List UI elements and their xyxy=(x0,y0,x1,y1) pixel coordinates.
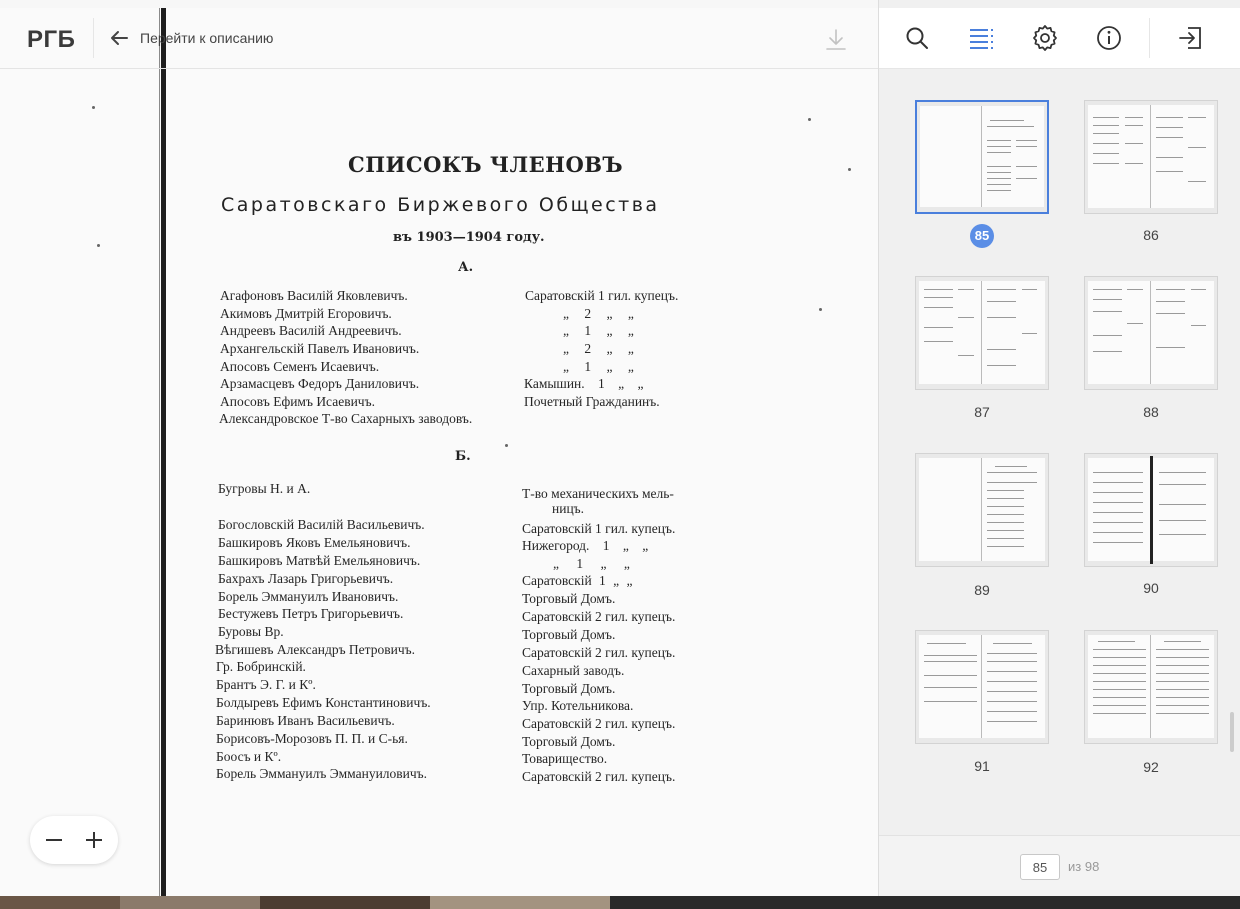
bottom-strip xyxy=(0,896,1240,909)
panel-toolbar xyxy=(879,8,1240,69)
speck xyxy=(848,168,851,171)
back-to-description-label: Перейти к описанию xyxy=(140,30,274,46)
member-name: Архангельскій Павелъ Ивановичъ. xyxy=(220,341,420,356)
member-name: Бугровы Н. и А. xyxy=(218,481,311,496)
member-name: Апосовъ Семенъ Исаевичъ. xyxy=(220,359,380,374)
exit-icon xyxy=(1177,24,1205,52)
document-subtitle: Саратовскаго Биржевого Общества xyxy=(221,194,660,216)
page-total-label: из 98 xyxy=(1068,859,1100,874)
thumbnail-label: 87 xyxy=(974,404,990,420)
member-name: Брантъ Э. Г. и Кº. xyxy=(216,677,316,692)
member-status: „ 1 „ „ xyxy=(553,556,630,571)
page-navigator xyxy=(879,835,1240,896)
member-status: Торговый Домъ. xyxy=(522,734,616,749)
member-status: „ 1 „ „ xyxy=(563,359,634,374)
member-name: Баринювъ Иванъ Васильевичъ. xyxy=(216,713,395,728)
member-name: Александровское Т-во Сахарныхъ заводовъ. xyxy=(219,411,473,426)
member-name: Башкировъ Яковъ Емельяновичъ. xyxy=(218,535,411,550)
top-bar xyxy=(0,8,878,69)
member-name: Борель Эммануилъ Эммануиловичъ. xyxy=(216,766,428,781)
settings-button[interactable] xyxy=(1028,21,1062,55)
member-name: Богословскій Василій Васильевичъ. xyxy=(218,517,425,532)
zoom-in-button[interactable] xyxy=(78,824,110,856)
member-status: „ 2 „ „ xyxy=(563,341,634,356)
member-status: „ 2 „ „ xyxy=(563,306,634,321)
arrow-left-icon xyxy=(108,27,130,49)
member-name: Борель Эммануилъ Ивановичъ. xyxy=(218,589,399,604)
member-name: Бахрахъ Лазарь Григорьевичъ. xyxy=(218,571,394,586)
member-status: Т-во механическихъ мель- xyxy=(522,486,674,501)
speck xyxy=(97,244,100,247)
member-status: Торговый Домъ. xyxy=(522,627,616,642)
speck xyxy=(505,444,508,447)
member-name: Апосовъ Ефимъ Исаевичъ. xyxy=(220,394,375,409)
member-name: Арзамасцевъ Федоръ Даниловичъ. xyxy=(220,376,420,391)
thumbnail-label: 89 xyxy=(974,582,990,598)
download-button[interactable] xyxy=(821,24,851,54)
member-name: Борисовъ-Морозовъ П. П. и С-ья. xyxy=(216,731,408,746)
minus-icon xyxy=(44,830,64,850)
member-name: Агафоновъ Василій Яковлевичъ. xyxy=(220,288,408,303)
thumbnail-page[interactable] xyxy=(915,276,1049,390)
thumbnail-page[interactable] xyxy=(915,630,1049,744)
member-name: Гр. Бобринскій. xyxy=(216,659,306,674)
member-status: Саратовскій 1 гил. купецъ. xyxy=(525,288,679,303)
speck xyxy=(808,118,811,121)
section-a-letter: А. xyxy=(458,260,474,275)
divider xyxy=(1149,18,1150,58)
plus-icon xyxy=(84,830,104,850)
search-icon xyxy=(904,25,930,51)
scanned-page xyxy=(0,8,878,896)
member-status: Саратовскій 2 гил. купецъ. xyxy=(522,769,676,784)
member-status: Саратовскій 1 гил. купецъ. xyxy=(522,521,676,536)
member-name: Буровы Вр. xyxy=(218,624,284,639)
thumbnail-label: 92 xyxy=(1143,759,1159,775)
member-status: Саратовскій 2 гил. купецъ. xyxy=(522,609,676,624)
thumbnail-page[interactable] xyxy=(1084,276,1218,390)
member-status: „ 1 „ „ xyxy=(563,323,634,338)
member-status: Камышин. 1 „ „ xyxy=(524,376,644,391)
rgb-logo[interactable]: РГБ xyxy=(27,26,76,53)
member-status-cont: ницъ. xyxy=(552,501,585,516)
exit-button[interactable] xyxy=(1174,21,1208,55)
member-status: Торговый Домъ. xyxy=(522,681,616,696)
thumbnail-page[interactable] xyxy=(915,100,1049,214)
member-name: Вѣгишевъ Александръ Петровичъ. xyxy=(215,642,415,657)
page-spine-shadow xyxy=(159,8,160,896)
section-b-letter: Б. xyxy=(455,449,471,464)
thumbnail-page[interactable] xyxy=(1084,630,1218,744)
speck xyxy=(92,106,95,109)
download-icon xyxy=(821,24,851,54)
member-status: Саратовскій 2 гил. купецъ. xyxy=(522,716,676,731)
divider xyxy=(93,18,94,58)
member-status: Сахарный заводъ. xyxy=(522,663,625,678)
member-status: Нижегород. 1 „ „ xyxy=(522,538,649,553)
info-button[interactable] xyxy=(1092,21,1126,55)
thumbnail-panel xyxy=(878,0,1240,896)
thumbnail-label: 88 xyxy=(1143,404,1159,420)
thumbnail-label: 91 xyxy=(974,758,990,774)
page-number-input[interactable] xyxy=(1020,854,1060,880)
back-to-description-button[interactable] xyxy=(108,24,273,52)
member-name: Андреевъ Василій Андреевичъ. xyxy=(220,323,402,338)
thumbnail-scrollbar[interactable] xyxy=(1230,712,1234,752)
document-year: въ 1903—1904 году. xyxy=(393,230,545,245)
page-spine xyxy=(161,8,166,896)
gear-icon xyxy=(1031,24,1059,52)
thumbnail-page[interactable] xyxy=(1084,100,1218,214)
member-status: Торговый Домъ. xyxy=(522,591,616,606)
info-icon xyxy=(1095,24,1123,52)
member-status: Почетный Гражданинъ. xyxy=(524,394,660,409)
thumbnail-label: 85 xyxy=(915,224,1049,248)
thumbnail-label: 86 xyxy=(1143,227,1159,243)
member-status: Товарищество. xyxy=(522,751,608,766)
member-name: Бестужевъ Петръ Григорьевичъ. xyxy=(218,606,404,621)
thumbnail-page[interactable] xyxy=(1084,453,1218,567)
member-status: Саратовскій 1 „ „ xyxy=(522,573,633,588)
member-status: Упр. Котельникова. xyxy=(522,698,634,713)
thumbnail-page[interactable] xyxy=(915,453,1049,567)
speck xyxy=(819,308,822,311)
zoom-out-button[interactable] xyxy=(38,824,70,856)
member-name: Башкировъ Матвѣй Емельяновичъ. xyxy=(218,553,421,568)
member-name: Болдыревъ Ефимъ Константиновичъ. xyxy=(216,695,431,710)
contents-button[interactable] xyxy=(964,21,998,55)
member-name: Боосъ и Кº. xyxy=(216,749,282,764)
member-name: Акимовъ Дмитрій Егоровичъ. xyxy=(220,306,392,321)
search-button[interactable] xyxy=(900,21,934,55)
zoom-control xyxy=(30,816,118,864)
thumbnail-label: 90 xyxy=(1143,580,1159,596)
member-status: Саратовскій 2 гил. купецъ. xyxy=(522,645,676,660)
document-title: СПИСОКЪ ЧЛЕНОВЪ xyxy=(348,152,624,177)
contents-icon xyxy=(968,25,994,51)
